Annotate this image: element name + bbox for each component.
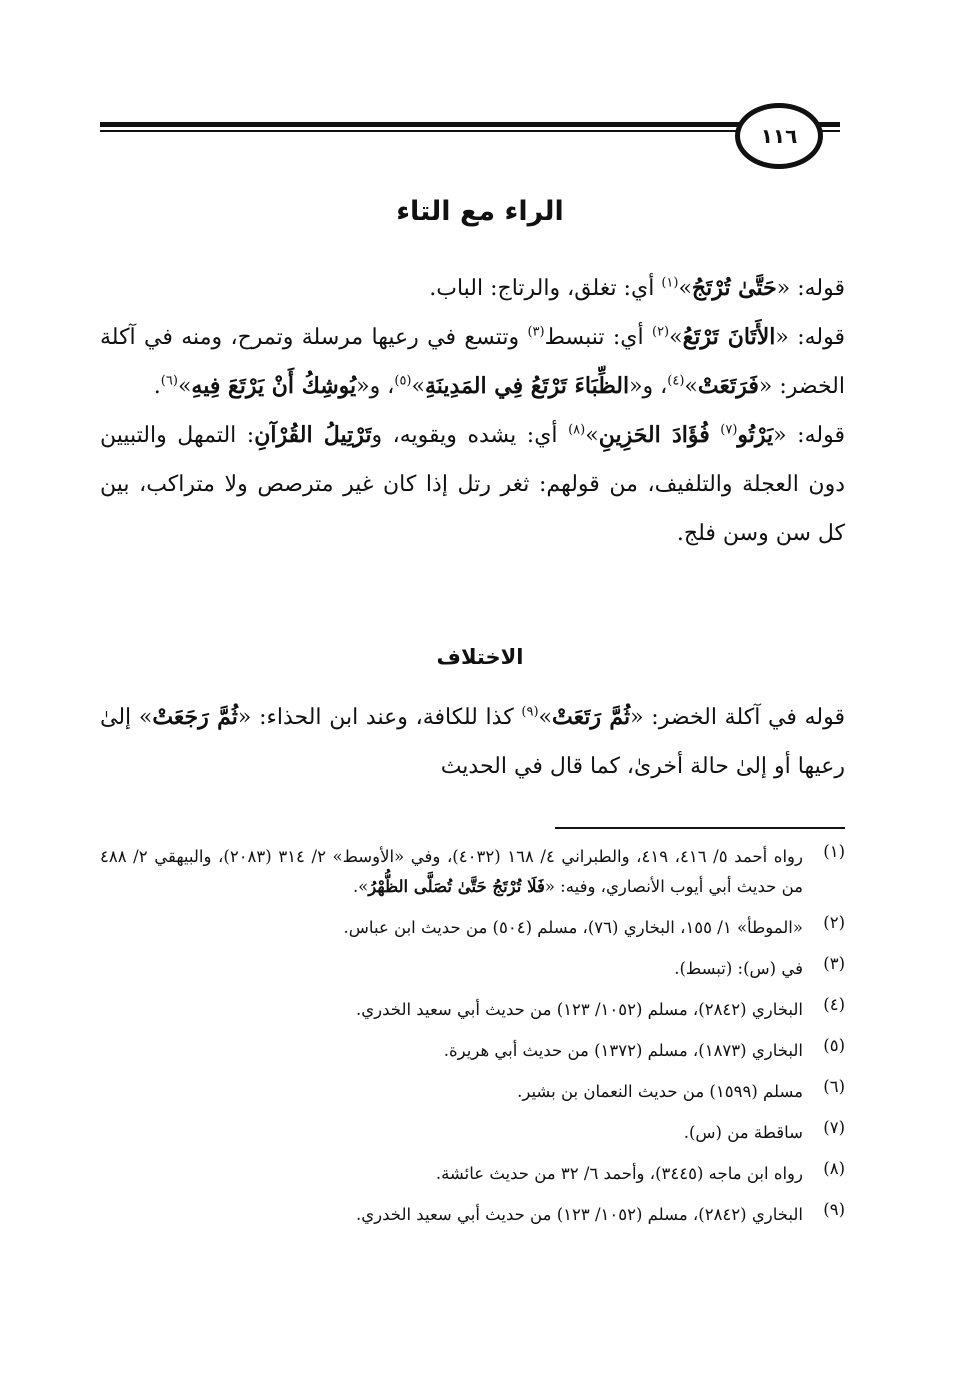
main-text-continued — [100, 693, 845, 791]
hadith-quote: الأَتَانَ تَرْتَعُ — [682, 324, 776, 350]
footnote-text — [100, 1159, 815, 1189]
text-run: كذا للكافة، وعند ابن الحذاء: « — [237, 705, 522, 730]
text-run: البخاري (١٨٧٣)، مسلم (١٣٧٢) من حديث أبي هريرة. — [443, 1041, 803, 1060]
footnote-ref: (٥) — [394, 373, 412, 389]
footnote-number: (٢) — [823, 913, 845, 932]
footnote-ref: (٣) — [527, 324, 545, 340]
hadith-quote: حَتَّىٰ تُرْتَجُ — [691, 275, 777, 301]
paragraph — [100, 411, 845, 558]
paragraph — [100, 693, 845, 791]
footnote-ref: (٧) — [720, 422, 738, 438]
hadith-quote: فَلَا تُرْتَجُ حَتَّىٰ تُصَلَّى الظُّهْرُ — [368, 877, 545, 896]
footnote-ref: (٦) — [160, 373, 178, 389]
header-rule-thin — [100, 130, 840, 132]
paragraph — [100, 313, 845, 411]
footnote-text — [100, 995, 815, 1025]
text-run: «الموطأ» ١/ ١٥٥، البخاري (٧٦)، مسلم (٥٠٤) من حديث ابن عباس. — [343, 918, 803, 937]
footnote-ref: (٩) — [521, 704, 539, 720]
footnote-number: (٦) — [823, 1077, 845, 1096]
hadith-quote: ثُمَّ رَتَعَتْ — [552, 704, 631, 730]
footnote-number: (٩) — [823, 1200, 845, 1219]
text-run: » — [678, 276, 692, 301]
text-run: » — [669, 325, 683, 350]
hadith-quote: فُؤَادَ الحَزِينِ — [598, 422, 710, 448]
text-run: قوله: « — [776, 276, 845, 301]
footnotes — [100, 840, 845, 1230]
hadith-quote: يُوشِكُ أَنْ يَرْتَعَ فِيهِ — [191, 373, 357, 399]
footnote-ref: (٤) — [667, 373, 685, 389]
footnote-text — [100, 1036, 815, 1066]
text-run: البخاري (٢٨٤٢)، مسلم (١٠٥٢/ ١٢٣) من حديث أبي سعيد الخدري. — [356, 1000, 803, 1019]
text-run: قوله: « — [773, 423, 845, 448]
footnote-text — [100, 1118, 815, 1148]
text-run: » — [684, 374, 698, 399]
footnote — [100, 995, 845, 1025]
text-run: ، و« — [629, 374, 668, 399]
header-rule-thick — [100, 122, 840, 127]
footnote-text — [100, 954, 815, 984]
text-run: أي: تنبسط — [544, 325, 652, 350]
footnote-text — [100, 1200, 815, 1230]
text-run: البخاري (٢٨٤٢)، مسلم (١٠٥٢/ ١٢٣) من حديث أبي سعيد الخدري. — [356, 1205, 803, 1224]
footnote — [100, 913, 845, 943]
text-run: رواه أحمد ٥/ ٤١٦، ٤١٩، والطبراني ٤/ ١٦٨ (٤٠٣٢)، وفي «الأوسط» ٢/ ٣١٤ (٢٠٨٣)، والبيهقي ٢/ ٤٨٨ من حديث أبي أيوب الأنصاري، وفيه: « — [100, 847, 803, 896]
hadith-quote: الظِّبَاءَ تَرْتَعُ فِي المَدِينَةِ — [424, 373, 630, 399]
subsection-title: الاختلاف — [436, 645, 524, 669]
text-run: ». — [352, 877, 369, 896]
hadith-quote: يَرْتُو — [737, 422, 774, 448]
footnote — [100, 954, 845, 984]
text-run — [710, 423, 721, 448]
footnote-text — [100, 913, 815, 943]
text-run: ساقطة من (س). — [683, 1123, 803, 1142]
footnote-ref: (١) — [661, 275, 679, 291]
paragraph — [100, 264, 845, 313]
text-run: وتتسع في رعيها مرسلة وتمرح، ومنه في آكلة الخضر: « — [100, 325, 845, 399]
footnote — [100, 1200, 845, 1230]
footnote — [100, 1036, 845, 1066]
footnote-number: (١) — [823, 842, 845, 861]
hadith-quote: فَرَتَعَتْ — [697, 373, 759, 399]
footnote — [100, 1159, 845, 1189]
footnote-text — [100, 1077, 815, 1107]
footnote-text — [100, 842, 815, 902]
page-number-badge — [735, 103, 823, 169]
footnote-number: (٤) — [823, 995, 845, 1014]
text-run: ، و« — [356, 374, 395, 399]
text-run: قوله في آكلة الخضر: « — [630, 705, 845, 730]
footnote-ref: (٨) — [568, 422, 586, 438]
main-text — [100, 264, 845, 558]
text-run: » — [585, 423, 599, 448]
text-run: » — [538, 705, 553, 730]
text-run: في (س): (تبسط). — [674, 959, 803, 978]
footnote — [100, 842, 845, 902]
footnote — [100, 1118, 845, 1148]
footnote-ref: (٢) — [651, 324, 670, 340]
footnote-separator — [555, 827, 845, 829]
footnote-number: (٧) — [823, 1118, 845, 1137]
footnote-number: (٥) — [823, 1036, 845, 1055]
text-run: مسلم (١٥٩٩) من حديث النعمان بن بشير. — [517, 1082, 803, 1101]
text-run: قوله: « — [775, 325, 845, 350]
text-run: » إلىٰ رعيها أو إلىٰ حالة أخرىٰ، كما قال في الحديث — [100, 705, 845, 779]
footnote-number: (٣) — [823, 954, 845, 973]
footnote-number: (٨) — [823, 1159, 845, 1178]
hadith-quote: ثُمَّ رَجَعَتْ — [152, 704, 238, 730]
header-rule — [100, 122, 840, 134]
footnote — [100, 1077, 845, 1107]
text-run: أي: تغلق، والرتاج: الباب. — [429, 276, 662, 301]
page-number: ١١٦ — [760, 124, 798, 148]
section-title: الراء مع التاء — [396, 196, 564, 227]
hadith-quote: تَرْتِيلُ القُرْآنِ — [254, 422, 372, 448]
text-run: رواه ابن ماجه (٣٤٤٥)، وأحمد ٦/ ٣٢ من حديث عائشة. — [435, 1164, 803, 1183]
text-run: » — [177, 374, 192, 399]
text-run: . — [153, 374, 161, 399]
text-run: » — [411, 374, 425, 399]
text-run: أي: يشده ويقويه، و — [371, 423, 569, 448]
text-run: : التمهل والتبيين دون العجلة والتلفيف، من قولهم: ثغر رتل إذا كان غير مترصص ولا متراكب، بين كل سن وسن فلج. — [100, 423, 845, 546]
